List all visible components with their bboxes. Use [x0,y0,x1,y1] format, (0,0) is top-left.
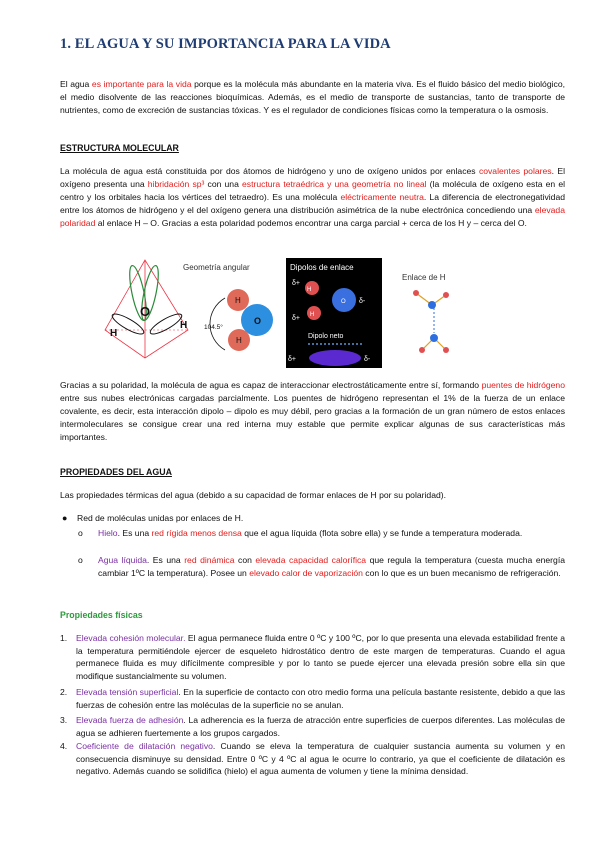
neto-delta-plus: δ+ [288,356,296,363]
hielo-label: Hielo [98,528,118,538]
angular-h-top-label: H [235,296,241,305]
hielo-text-b: que el agua líquida (flota sobre ella) y se funde a temperatura moderada. [241,528,523,538]
dipole-o-label: O [341,299,346,305]
angular-o-label: O [254,316,262,326]
estructura-highlight-2: hibridación sp³ [147,179,205,189]
dipole-delta-plus-top: δ+ [292,280,300,287]
estructura-text-4: (la molécula de oxígeno esta en el centro y los orbitales hacia los vértices del tetraedro). Es una molécula [60,179,566,202]
water-molecule-figure [100,258,520,368]
tetrahedron-diagram [105,260,188,358]
list-item-body: El agua permanece fluida entre 0 ºC y 100 ºC, por lo que presenta una elevada estabilidad frente a la temperatura permitiéndole ejercer de esqueleto hidrostático dentro de este margen de temperaturas. Cuando el agua permanece fluida es muy difícilmente compresible y por lo tanto se puede ejercer una elevada presión sobre ella sin que modifique sustancialmente su volumen. [76,633,565,681]
list-item-text [76,740,565,778]
agua-liquida-label: Agua líquida [98,555,147,565]
intro-text: El agua [60,79,92,89]
enlace-h-label: Enlace de H [402,273,446,282]
list-number: 3. [60,715,68,725]
tetra-h-right-label: H [180,320,188,331]
list-number: 1. [60,633,68,643]
dipolos-label: Dipolos de enlace [290,263,354,272]
agua-text-a: . Es una [146,555,185,565]
intro-text-rest: porque es la molécula más abundante en la materia viva. Es el fluido básico del medio biológico, el medio disolvente de las reacciones bioquímicas. Además, es el medio de transporte de sustancias, tanto de transporte de nutrientes, como de excreción de sustancias tóxicas. Y es el regulador de condiciones físicas como la temperatura o la osmosis. [60,79,565,115]
estructura-highlight-4: eléctricamente neutra [340,192,424,202]
sub-marker-icon: o [78,528,83,538]
propiedades-intro: Las propiedades térmicas del agua (debido a su capacidad de formar enlaces de H por su polaridad). [60,490,446,500]
estructura-highlight-3: estructura tetraédrica y una geometría no lineal [242,179,427,189]
agua-highlight-1: red dinámica [184,555,235,565]
sub-item-hielo-text [98,527,565,540]
agua-highlight-2: elevada capacidad calorífica [255,555,367,565]
list-number: 4. [60,741,68,751]
sub-marker-icon: o [78,555,83,565]
estructura-text-2: . El oxígeno presenta una [60,166,565,189]
list-item-label: Coeficiente de dilatación negativo [76,741,213,751]
tetra-h-left-label: H [110,328,118,339]
list-item-label: Elevada cohesión molecular. [76,633,186,643]
angular-geometry-diagram [183,263,273,351]
propiedades-heading: PROPIEDADES DEL AGUA [60,467,172,477]
estructura-highlight-5: elevada polaridad [60,205,565,228]
list-item-label: Elevada fuerza de adhesión [76,715,184,725]
dipolo-neto-cloud [309,350,361,366]
dipole-delta-plus-bottom: δ+ [292,315,300,322]
estructura-paragraph [60,165,565,230]
page-title: 1. EL AGUA Y SU IMPORTANCIA PARA LA VIDA [60,36,391,52]
list-item-body: . Cuando se eleva la temperatura de cualquier sustancia aumenta su volumen y en consecuencia disminuye su densidad. Entre 0 ºC y 4 ºC al agua le ocurre lo contrario, ya que el coeficiente de dilatación es negativo. Además cuando se solidifica (hielo) el agua aumenta de volumen y tiene la mínima densidad. [76,741,565,777]
hielo-highlight: red rígida menos densa [151,528,242,538]
estructura-highlight-1: covalentes polares [478,166,552,176]
tetra-o-label: O [140,304,151,319]
list-item-label: Elevada tensión superficial [76,687,179,697]
agua-highlight-3: elevado calor de vaporización [249,568,363,578]
agua-text-d: con lo que es un buen mecanismo de refrigeración. [362,568,561,578]
fisicas-heading: Propiedades físicas [60,610,143,620]
list-item-text [76,632,565,682]
estructura-text-1: La molécula de agua está constituida por dos átomos de hidrógeno y uno de oxígeno unidos por enlaces [60,166,479,176]
list-item-body: . La adherencia es la fuerza de atracción entre superficies de cuerpos diferentes. Las moléculas de agua se adhieren fuertemente a los grupos cargados. [76,715,565,738]
estructura-text-3: con una [204,179,242,189]
hielo-text-a: . Es una [117,528,152,538]
bullet-dot-icon: ● [62,513,68,523]
polaridad-paragraph [60,379,565,444]
dipole-h-label-top: H [307,287,312,293]
list-item-body: . En la superficie de contacto con otro medio forma una película bastante resistente, debido a que las fuerzas de cohesión entre las moléculas de la superficie no se anulan. [76,687,566,710]
geometria-label: Geometría angular [183,263,250,272]
polaridad-highlight: puentes de hidrógeno [481,380,565,390]
estructura-text-5: . La diferencia de electronegatividad entre los átomos de hidrógeno y el del oxígeno genera una distribución asimétrica de la nube electrónica concediendo una [60,192,565,215]
dipole-delta-minus: δ- [359,298,366,305]
list-item-text [76,686,565,711]
list-item-text [76,714,565,739]
estructura-text-6: al enlace H – O. Gracias a esta polaridad podemos encontrar una carga parcial + cerca de los H y – cerca del O. [95,218,527,228]
angular-h-bottom-label: H [236,336,242,345]
dipole-diagram [286,258,382,368]
estructura-heading: ESTRUCTURA MOLECULAR [60,143,179,153]
polaridad-text: Gracias a su polaridad, la molécula de agua es capaz de interaccionar electrostáticamente entre sí, formando [60,380,482,390]
dipolo-neto-label: Dipolo neto [308,333,344,340]
hydrogen-bond-diagram [402,273,449,353]
intro-paragraph [60,78,565,117]
agua-text-c: que regula la temperatura (cuesta mucha energía cambiar 1ºC la temperatura). Posee un [98,555,565,578]
polaridad-text-rest: entre sus nubes electrónicas cargadas parcialmente. Los puentes de hidrógeno representan el 1% de la fuerza de un enlace covalente, es decir, esta interacción dipolo – dipolo es muy débil, pero gracias a la formación de un gran número de estos enlaces intermoleculares se consigue crear una red interna muy estable que permite explicar algunas de sus características más importantes. [60,393,565,442]
intro-highlight: es importante para la vida [91,79,192,89]
angle-label: 104.5° [204,324,223,331]
dipole-h-label-bottom: H [310,312,315,318]
sub-item-agua-text [98,554,565,580]
neto-delta-minus: δ- [364,356,371,363]
bullet-text: Red de moléculas unidas por enlaces de H. [77,513,244,523]
agua-text-b: con [234,555,256,565]
list-number: 2. [60,687,68,697]
